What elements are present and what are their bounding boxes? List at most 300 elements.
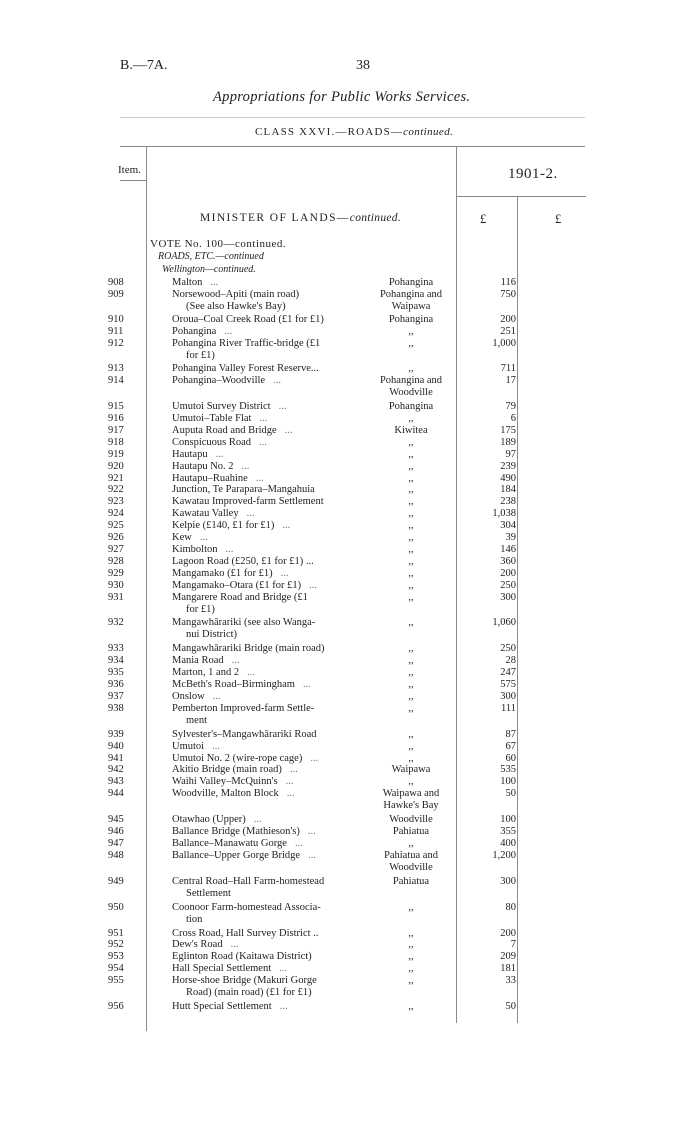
item-description-line: Sylvester's–Mangawhārariki Road (172, 728, 317, 740)
district-line: ,, (408, 728, 414, 740)
leader-dots: ... (294, 837, 303, 849)
electoral-district (362, 876, 460, 888)
item-number: 936 (108, 679, 124, 690)
amount: 250 (500, 579, 516, 591)
district-line: Pohangina (388, 314, 434, 326)
item-number: 937 (108, 690, 124, 702)
item-number: 942 (108, 764, 124, 776)
district-continuation: Hawke's Bay (383, 800, 439, 812)
item-number: 956 (108, 1001, 124, 1012)
item-description-line: Akitio Bridge (main road) (172, 764, 282, 776)
district-line: ,, (408, 939, 414, 951)
item-description-line: Dew's Road (172, 939, 223, 951)
item-description (172, 375, 281, 387)
district-line: ,, (408, 532, 414, 543)
amount: 116 (500, 277, 516, 288)
amount: 300 (500, 690, 516, 702)
item-number: 912 (108, 338, 124, 349)
electoral-district (362, 314, 460, 326)
item-description (172, 788, 295, 800)
amount: 251 (500, 326, 516, 338)
electoral-district (362, 338, 460, 350)
electoral-district (362, 975, 460, 987)
item-description (172, 289, 299, 313)
electoral-district (362, 375, 460, 399)
item-number: 916 (108, 413, 124, 424)
item-description (172, 764, 298, 776)
item-description-continuation: (See also Hawke's Bay) (186, 300, 286, 312)
district-line: ,, (408, 901, 414, 913)
item-description-line: Auputa Road and Bridge (172, 424, 277, 436)
item-description (172, 617, 315, 641)
report-reference: B.—7A. (120, 58, 168, 73)
item-number: 935 (108, 667, 124, 679)
item-description-line: Waihi Valley–McQuinn's (172, 776, 278, 788)
item-description (172, 556, 314, 568)
item-number: 920 (108, 460, 124, 472)
district-line: Pohangina and (379, 375, 443, 387)
district-line: ,, (408, 963, 414, 975)
district-continuation: Woodville (389, 387, 433, 399)
item-description-line: Mangawhārariki Bridge (main road) (172, 643, 325, 655)
amount: 239 (500, 460, 516, 472)
item-description (172, 975, 317, 999)
item-description-continuation: for £1) (186, 350, 215, 361)
minister-heading: MINISTER OF LANDS—continued. (200, 212, 402, 224)
item-description-line: Lagoon Road (£250, £1 for £1) ... (172, 555, 314, 567)
item-description (172, 508, 254, 520)
amount: 50 (505, 788, 516, 800)
electoral-district (362, 484, 460, 496)
amount: 250 (500, 643, 516, 655)
item-description-line: Kimbolton (172, 543, 218, 555)
electoral-district (362, 532, 460, 544)
item-description-line: Woodville, Malton Block (172, 788, 279, 800)
item-description-line: Pohangina Valley Forest Reserve... (172, 363, 319, 375)
amount: 490 (500, 472, 516, 484)
amount: 300 (500, 591, 516, 603)
district-line: ,, (408, 448, 414, 460)
district-line: ,, (408, 740, 414, 752)
leader-dots: ... (231, 655, 240, 667)
district-line: ,, (408, 655, 414, 667)
district-line: Kiwitea (394, 424, 428, 436)
leader-dots: ... (247, 667, 255, 679)
electoral-district (362, 520, 460, 532)
item-description-line: Mangamako (£1 for £1) (172, 567, 273, 579)
electoral-district (362, 939, 460, 951)
item-number: 947 (108, 837, 124, 849)
table-top-rule (120, 146, 585, 147)
item-description (172, 679, 311, 691)
amount: 6 (510, 413, 516, 424)
electoral-district (362, 826, 460, 838)
title-rule (120, 117, 585, 118)
leader-dots: ... (210, 277, 219, 288)
item-description-line: Mangamako–Otara (£1 for £1) (172, 579, 302, 591)
electoral-district (362, 413, 460, 425)
leader-dots: ... (215, 448, 224, 460)
amount: 1,060 (492, 617, 516, 629)
district-continuation: Woodville (389, 861, 433, 873)
item-description-line: Otawhao (Upper) (172, 814, 246, 826)
item-description-line: Coonoor Farm-homestead Associa- (172, 901, 321, 913)
item-number: 950 (108, 901, 124, 913)
leader-dots: ... (246, 508, 255, 520)
district-line: ,, (408, 667, 414, 679)
item-description (172, 951, 312, 963)
leader-dots: ... (302, 679, 311, 690)
electoral-district (362, 580, 460, 592)
item-description-line: Hall Special Settlement (172, 963, 272, 975)
item-column-rule (146, 146, 147, 1031)
currency-symbol-2: £ (555, 212, 562, 226)
district-line: ,, (408, 617, 414, 629)
item-number: 932 (108, 617, 124, 629)
district-line: ,, (408, 413, 414, 424)
amount: 60 (505, 752, 516, 764)
district-line: Woodville (389, 814, 433, 826)
item-number: 931 (108, 591, 124, 603)
district-line: ,, (408, 508, 414, 520)
item-description-line: Ballance–Upper Gorge Bridge (172, 849, 301, 861)
leader-dots: ... (255, 472, 264, 484)
amount: 1,200 (492, 849, 516, 861)
district-line: ,, (408, 1001, 414, 1012)
amount: 750 (500, 288, 516, 300)
item-description (172, 425, 293, 437)
item-description (172, 1001, 288, 1013)
electoral-district (362, 363, 460, 375)
item-description-line: Eglinton Road (Kaitawa District) (172, 951, 312, 963)
item-number: 921 (108, 472, 124, 484)
leader-dots: ... (273, 375, 281, 387)
item-number: 913 (108, 363, 124, 375)
item-description-line: Mangarere Road and Bridge (£1 (172, 591, 308, 603)
electoral-district (362, 788, 460, 812)
item-description (172, 277, 218, 289)
leader-dots: ... (285, 776, 294, 788)
district-line: ,, (408, 975, 414, 987)
year-column-header: 1901-2. (508, 166, 558, 182)
leader-dots: ... (259, 413, 268, 424)
item-description (172, 363, 319, 375)
district-line: Pohangina (388, 277, 434, 288)
item-description (172, 655, 240, 667)
electoral-district (362, 473, 460, 485)
leader-dots: ... (309, 579, 318, 591)
electoral-district (362, 496, 460, 508)
item-description (172, 413, 267, 425)
item-description (172, 520, 290, 532)
page-number: 38 (356, 58, 370, 73)
item-description-line: Hutt Special Settlement (172, 1001, 272, 1012)
item-description (172, 753, 318, 765)
leader-dots: ... (199, 532, 208, 543)
item-number: 924 (108, 508, 124, 520)
item-description-line: McBeth's Road–Birmingham (172, 679, 295, 690)
item-description (172, 826, 316, 838)
item-description (172, 544, 233, 556)
item-description (172, 838, 303, 850)
district-line: ,, (408, 484, 414, 496)
district-line: Waipawa (391, 764, 431, 776)
item-description-line: Kew (172, 532, 192, 543)
electoral-district (362, 401, 460, 413)
item-description-continuation: Settlement (186, 887, 231, 899)
electoral-district (362, 679, 460, 691)
item-description (172, 876, 324, 900)
item-description-continuation: ment (186, 714, 207, 726)
amount: 79 (505, 401, 516, 413)
district-line: ,, (408, 679, 414, 690)
electoral-district (362, 951, 460, 963)
item-number: 954 (108, 963, 124, 975)
electoral-district (362, 776, 460, 788)
item-number: 930 (108, 579, 124, 591)
item-description-line: Umutoi–Table Flat (172, 413, 252, 424)
leader-dots: ... (310, 752, 319, 764)
amount: 1,000 (492, 338, 516, 349)
item-number: 955 (108, 975, 124, 987)
item-description-line: Kawatau Improved-farm Settlement (172, 496, 324, 508)
item-number: 926 (108, 532, 124, 543)
item-description-line: Umutoi (172, 740, 205, 752)
amount: 181 (500, 963, 516, 975)
amount: 7 (510, 939, 516, 951)
amount: 100 (500, 814, 516, 826)
leader-dots: ... (225, 543, 234, 555)
item-description-line: Malton (172, 277, 203, 288)
electoral-district (362, 1001, 460, 1013)
item-description (172, 314, 324, 326)
amount: 238 (500, 496, 516, 508)
amount: 80 (505, 901, 516, 913)
district-line: Pahiatua (392, 826, 430, 837)
electoral-district (362, 508, 460, 520)
district-line: ,, (408, 643, 414, 655)
electoral-district (362, 425, 460, 437)
amount: 33 (505, 975, 516, 987)
item-description (172, 703, 314, 727)
item-number: 951 (108, 927, 124, 939)
leader-dots: ... (241, 460, 250, 472)
item-description (172, 449, 223, 461)
electoral-district (362, 544, 460, 556)
item-description (172, 928, 318, 940)
district-line: ,, (408, 927, 414, 939)
electoral-district (362, 902, 460, 914)
leader-dots: ... (253, 814, 262, 826)
electoral-district (362, 703, 460, 715)
item-description-line: Umutoi Survey District (172, 401, 271, 413)
amount: 209 (500, 951, 516, 963)
electoral-district (362, 928, 460, 940)
amount: 360 (500, 555, 516, 567)
item-description-line: Umutoi No. 2 (wire-rope cage) (172, 752, 303, 764)
item-description-line: Junction, Te Parapara–Mangahuia (172, 484, 315, 496)
item-number: 945 (108, 814, 124, 826)
amount: 200 (500, 927, 516, 939)
district-line: ,, (408, 702, 414, 714)
electoral-district (362, 289, 460, 313)
item-description (172, 568, 288, 580)
item-description-line: Mangawhārariki (see also Wanga- (172, 617, 316, 629)
amount: 100 (500, 776, 516, 788)
item-description (172, 532, 208, 544)
item-number: 939 (108, 728, 124, 740)
amount: 247 (500, 667, 516, 679)
electoral-district (362, 753, 460, 765)
district-line: ,, (408, 837, 414, 849)
item-description (172, 902, 321, 926)
item-description-continuation: for £1) (186, 603, 215, 615)
item-number: 908 (108, 277, 124, 288)
item-description-line: Kelpie (£140, £1 for £1) (172, 520, 275, 532)
item-number: 928 (108, 555, 124, 567)
district-line: ,, (408, 338, 414, 349)
amount: 17 (505, 375, 516, 387)
leader-dots: ... (308, 849, 316, 861)
electoral-district (362, 592, 460, 604)
district-line: ,, (408, 326, 414, 338)
item-description (172, 461, 249, 473)
item-number: 917 (108, 424, 124, 436)
amount: 304 (500, 520, 516, 532)
electoral-district (362, 461, 460, 473)
district-subheading: Wellington—continued. (162, 264, 256, 275)
currency-symbol-1: £ (480, 212, 487, 226)
district-line: ,, (408, 496, 414, 508)
item-description (172, 484, 315, 496)
district-line: Pahiatua and (384, 849, 438, 861)
district-line: ,, (408, 579, 414, 591)
item-description (172, 850, 316, 862)
leader-dots: ... (212, 740, 220, 752)
district-line: ,, (408, 436, 414, 448)
district-line: Pohangina (388, 401, 434, 413)
district-line: ,, (408, 555, 414, 567)
item-description-line: Ballance Bridge (Mathieson's) (172, 826, 300, 837)
item-description (172, 729, 316, 741)
leader-dots: ... (280, 567, 289, 579)
electoral-district (362, 764, 460, 776)
item-number: 941 (108, 752, 124, 764)
class-heading: CLASS XXVI.—ROADS—continued. (255, 126, 454, 138)
item-description (172, 496, 324, 508)
amount: 184 (500, 484, 516, 496)
item-number: 927 (108, 543, 124, 555)
amount: 97 (505, 448, 516, 460)
item-description (172, 338, 320, 362)
item-number: 919 (108, 448, 124, 460)
leader-dots: ... (279, 963, 288, 975)
electoral-district (362, 850, 460, 874)
electoral-district (362, 556, 460, 568)
item-number: 929 (108, 567, 124, 579)
item-description-line: Hautapu (172, 448, 208, 460)
leader-dots: ... (282, 520, 291, 532)
item-number: 952 (108, 939, 124, 951)
leader-dots: ... (212, 690, 221, 702)
district-line: Pahiatua (392, 875, 430, 887)
electoral-district (362, 277, 460, 289)
item-description (172, 776, 293, 788)
district-line: ,, (408, 363, 414, 375)
item-number: 910 (108, 314, 124, 326)
amount: 535 (500, 764, 516, 776)
item-description-line: Conspicuous Road (172, 436, 252, 448)
item-description-line: Pohangina River Traffic-bridge (£1 (172, 338, 321, 349)
amount: 300 (500, 875, 516, 887)
electoral-district (362, 326, 460, 338)
electoral-district (362, 667, 460, 679)
amount: 1,038 (492, 508, 516, 520)
item-number: 944 (108, 788, 124, 800)
amount: 400 (500, 837, 516, 849)
item-description (172, 437, 267, 449)
item-description-line: Pemberton Improved-farm Settle- (172, 702, 315, 714)
electoral-district (362, 741, 460, 753)
item-description-line: Kawatau Valley (172, 508, 239, 520)
item-description (172, 691, 221, 703)
amount: 111 (501, 702, 516, 714)
amount: 189 (500, 436, 516, 448)
item-number: 943 (108, 776, 124, 788)
electoral-district (362, 449, 460, 461)
item-description-line: Ballance–Manawatu Gorge (172, 837, 287, 849)
item-number: 938 (108, 702, 124, 714)
district-line: ,, (408, 520, 414, 532)
item-header-underline (120, 180, 146, 181)
item-description (172, 643, 325, 655)
electoral-district (362, 691, 460, 703)
district-line: ,, (408, 690, 414, 702)
district-line: ,, (408, 472, 414, 484)
item-description-continuation: tion (186, 913, 203, 925)
item-description-line: Hautapu–Ruahine (172, 472, 248, 484)
item-description-line: Pohangina–Woodville (172, 375, 266, 387)
district-line: ,, (408, 776, 414, 788)
leader-dots: ... (279, 1001, 288, 1012)
item-number: 940 (108, 740, 124, 752)
vote-heading: VOTE No. 100—continued. (150, 238, 287, 250)
item-number: 918 (108, 436, 124, 448)
leader-dots: ... (259, 436, 267, 448)
amount: 50 (505, 1001, 516, 1012)
amount: 146 (500, 543, 516, 555)
item-description (172, 401, 286, 413)
item-description (172, 473, 264, 485)
leader-dots: ... (289, 764, 298, 776)
item-description (172, 814, 262, 826)
item-number: 923 (108, 496, 124, 508)
item-description (172, 592, 308, 616)
electoral-district (362, 655, 460, 667)
item-description-line: Hautapu No. 2 (172, 460, 234, 472)
amount: 200 (500, 567, 516, 579)
item-description (172, 667, 255, 679)
leader-dots: ... (278, 401, 287, 413)
leader-dots: ... (284, 424, 293, 436)
amount: 355 (500, 826, 516, 837)
item-description (172, 939, 238, 951)
electoral-district (362, 729, 460, 741)
leader-dots: ... (224, 326, 233, 338)
item-number: 946 (108, 826, 124, 837)
roads-subheading: ROADS, ETC.—continued (158, 251, 264, 262)
leader-dots: ... (307, 826, 316, 837)
